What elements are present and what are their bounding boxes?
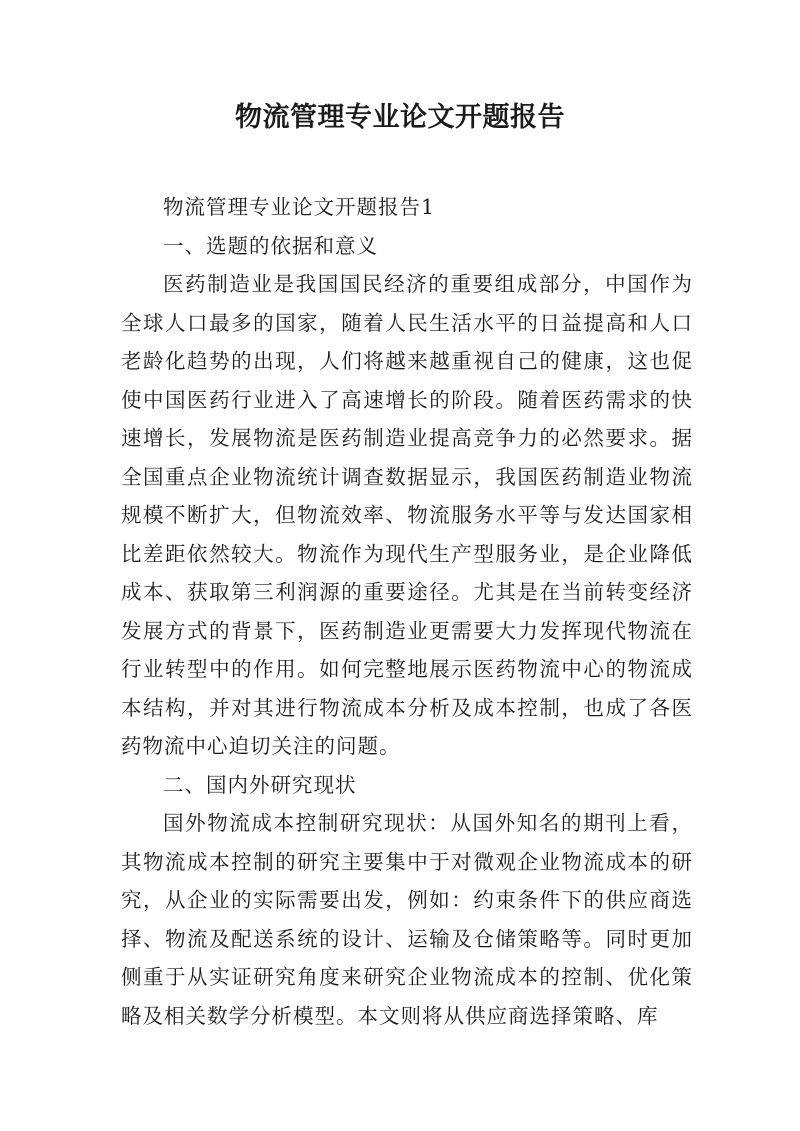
section-heading-report-1: 物流管理专业论文开题报告1 <box>163 195 436 219</box>
section-heading-research-status: 二、国内外研究现状 <box>163 772 357 797</box>
document-title: 物流管理专业论文开题报告 <box>235 102 565 133</box>
paragraph-research-status: 国外物流成本控制研究现状：从国外知名的期刊上看，其物流成本控制的研究主要集中于对微观企业物流成本的研究，从企业的实际需要出发，例如：约束条件下的供应商选择、物流及配送系统的设计、运输及仓储策略等。同时更加侧重于从实证研究角度来研究企业物流成本的控制、优化策略及相关数学分析模型。本文则将从供应商选择策略、库 <box>121 811 693 1028</box>
document-body <box>121 188 693 1035</box>
section-heading-basis: 一、选题的依据和意义 <box>163 233 378 258</box>
paragraph-basis: 医药制造业是我国国民经济的重要组成部分，中国作为全球人口最多的国家，随着人民生活水平的日益提高和人口老龄化趋势的出现，人们将越来越重视自己的健康，这也促使中国医药行业进入了高速增长的阶段。随着医药需求的快速增长，发展物流是医药制造业提高竞争力的必然要求。据全国重点企业物流统计调查数据显示，我国医药制造业物流规模不断扩大，但物流效率、物流服务水平等与发达国家相比差距依然较大。物流作为现代生产型服务业，是企业降低成本、获取第三利润源的重要途径。尤其是在当前转变经济发展方式的背景下，医药制造业更需要大力发挥现代物流在行业转型中的作用。如何完整地展示医药物流中心的物流成本结构，并对其进行物流成本分析及成本控制，也成了各医药物流中心迫切关注的问题。 <box>121 272 693 758</box>
